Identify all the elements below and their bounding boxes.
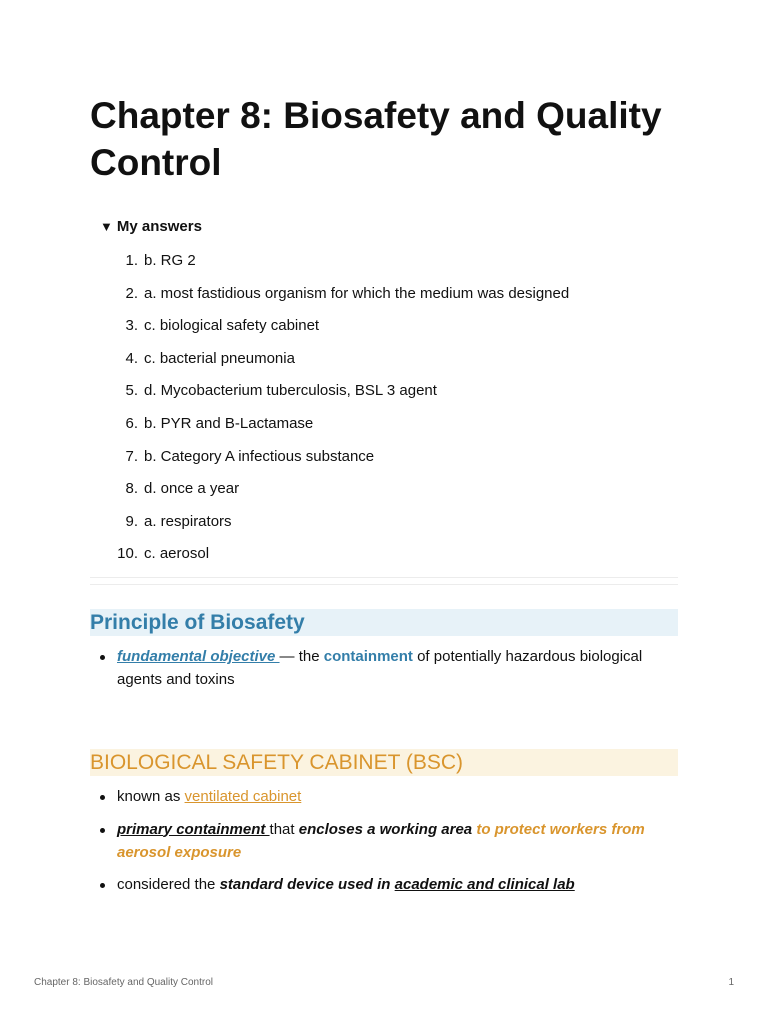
answer-text: c. bacterial pneumonia [144, 349, 295, 367]
my-answers-toggle[interactable] [100, 217, 202, 237]
answer-number: 5. [125, 382, 138, 400]
divider [90, 584, 678, 585]
answer-number: 7. [125, 447, 138, 465]
list-item [90, 818, 678, 864]
list-item [90, 645, 678, 691]
list-item [90, 785, 678, 808]
answer-text: a. most fastidious organism for which the medium was designed [144, 284, 570, 302]
toggle-label: My answers [116, 218, 202, 235]
term-containment: containment [323, 648, 413, 665]
footer-title: Chapter 8: Biosafety and Quality Control [34, 977, 213, 988]
triangle-down-icon[interactable]: ▼ [100, 219, 113, 234]
term-primary-containment: primary containment [117, 820, 270, 838]
list-item [90, 873, 678, 896]
emphasis-text: encloses a working area [298, 820, 473, 838]
text-segment: — the [279, 648, 324, 665]
highlight-text: to protect workers from aerosol exposure [117, 820, 645, 861]
principle-bullets [90, 645, 678, 691]
text-segment: of potentially hazardous biological agents and toxins [117, 648, 643, 688]
answer-text: d. Mycobacterium tuberculosis, BSL 3 agent [144, 382, 437, 400]
bsc-bullets [90, 785, 678, 906]
text-segment: considered the [117, 876, 220, 893]
answer-text: d. once a year [144, 480, 240, 498]
text-segment: that [269, 820, 299, 838]
term-ventilated-cabinet: ventilated cabinet [184, 788, 302, 805]
answer-number: 2. [125, 284, 138, 302]
page-title: Chapter 8: Biosafety and Quality Control [90, 95, 662, 183]
answer-text: a. respirators [144, 512, 232, 530]
answer-text: b. Category A infectious substance [144, 447, 375, 465]
answer-number: 8. [125, 480, 138, 498]
bullet-icon [100, 655, 105, 660]
bullet-icon [100, 795, 105, 800]
answer-text: b. RG 2 [144, 252, 196, 269]
answer-number: 4. [125, 349, 138, 367]
page-number: 1 [728, 977, 734, 988]
answer-number: 9. [125, 512, 138, 530]
section-heading-bsc: BIOLOGICAL SAFETY CABINET (BSC) [90, 749, 678, 776]
divider [90, 577, 678, 578]
answer-text: c. biological safety cabinet [144, 317, 320, 335]
answer-number: 1. [125, 252, 138, 269]
answer-number: 3. [125, 317, 138, 335]
answer-number: 10. [117, 545, 138, 563]
bullet-icon [100, 883, 105, 888]
answer-number: 6. [125, 414, 138, 432]
answer-text: b. PYR and B-Lactamase [144, 414, 314, 432]
bullet-icon [100, 828, 105, 833]
text-segment: known as [117, 788, 185, 805]
term-fundamental-objective: fundamental objective [117, 648, 280, 665]
emphasis-text: standard device used in [219, 876, 395, 893]
section-heading-principle: Principle of Biosafety [90, 609, 678, 636]
answer-text: c. aerosol [144, 545, 210, 563]
term-academic-clinical-lab: academic and clinical lab [394, 876, 575, 893]
